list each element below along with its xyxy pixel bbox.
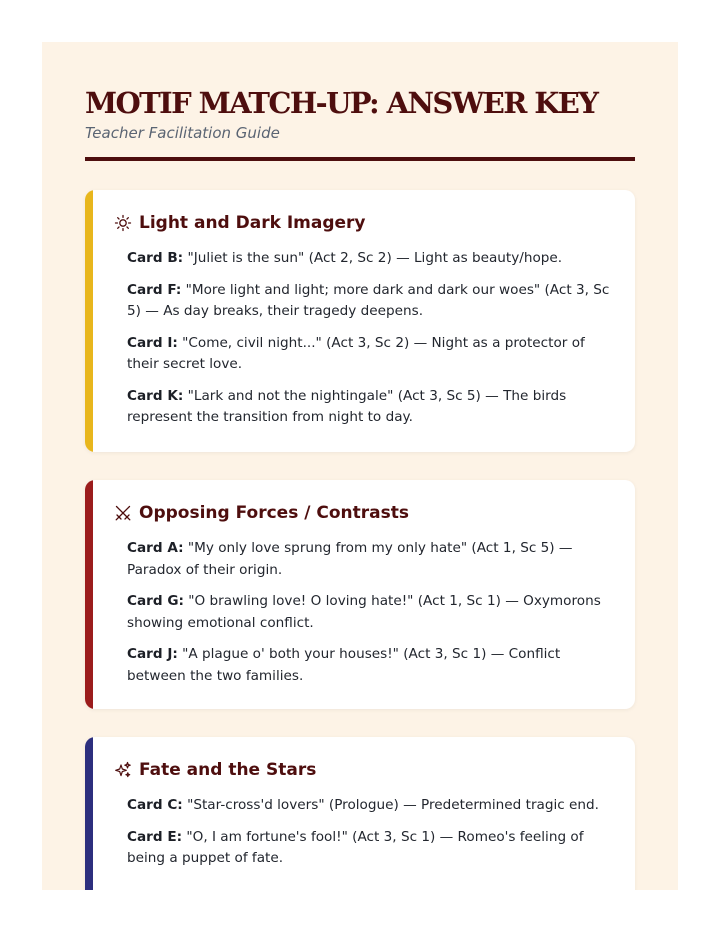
card-answer: "My only love sprung from my only hate" (Act 1, Sc 5) — Paradox of their origin. [127, 540, 573, 578]
card-label: Card J: [127, 646, 178, 662]
card-label: Card I: [127, 334, 178, 351]
card-label: Card A: [127, 540, 184, 556]
sparkles-icon [114, 761, 132, 779]
list-item [127, 827, 617, 870]
section-fate-and-stars [85, 737, 635, 890]
list-item [127, 591, 617, 634]
card-label: Card B: [127, 250, 184, 266]
list-item [127, 538, 617, 581]
card-label: Card K: [127, 387, 184, 404]
card-answer: "Juliet is the sun" (Act 2, Sc 2) — Light as beauty/hope. [187, 250, 563, 266]
entry-list [127, 538, 617, 697]
page-header [85, 84, 635, 143]
list-item [127, 280, 617, 323]
header-divider [85, 157, 635, 161]
card-answer: "Come, civil night..." (Act 3, Sc 2) — Night as a protector of their secret love. [127, 334, 585, 372]
page-subtitle: Teacher Facilitation Guide [85, 124, 280, 142]
card-label: Card F: [127, 281, 182, 298]
section-header [114, 757, 316, 783]
list-item [127, 795, 617, 817]
card-answer: "Star-cross'd lovers" (Prologue) — Predetermined tragic end. [187, 797, 599, 813]
entry-list [127, 248, 617, 439]
section-header [114, 210, 366, 236]
list-item [127, 644, 617, 687]
section-title: Opposing Forces / Contrasts [139, 503, 409, 523]
card-answer: "Lark and not the nightingale" (Act 3, Sc 5) — The birds represent the transition from night to day. [127, 387, 567, 425]
section-accent-bar [85, 190, 93, 452]
section-header [114, 500, 409, 526]
card-answer: "More light and light; more dark and dark our woes" (Act 3, Sc 5) — As day breaks, their tragedy deepens. [127, 281, 610, 319]
card-answer: "A plague o' both your houses!" (Act 3, Sc 1) — Conflict between the two families. [127, 646, 561, 684]
section-title: Fate and the Stars [139, 760, 317, 780]
entry-list [127, 795, 617, 880]
crossed-swords-icon [114, 504, 132, 522]
section-opposing-forces [85, 480, 635, 709]
section-title: Light and Dark Imagery [139, 213, 366, 233]
card-label: Card G: [127, 593, 184, 609]
page-title: MOTIF MATCH-UP: ANSWER KEY [85, 86, 598, 120]
section-accent-bar [85, 480, 93, 709]
sun-icon [114, 214, 132, 232]
card-answer: "O brawling love! O loving hate!" (Act 1, Sc 1) — Oxymorons showing emotional conflict. [127, 593, 601, 631]
answer-key-page [42, 42, 678, 890]
list-item [127, 386, 617, 429]
list-item [127, 248, 617, 270]
list-item [127, 333, 617, 376]
card-label: Card C: [127, 797, 183, 813]
card-label: Card E: [127, 828, 183, 845]
card-answer: "O, I am fortune's fool!" (Act 3, Sc 1) — Romeo's feeling of being a puppet of fate. [127, 828, 584, 866]
section-light-and-dark [85, 190, 635, 452]
section-accent-bar [85, 737, 93, 890]
